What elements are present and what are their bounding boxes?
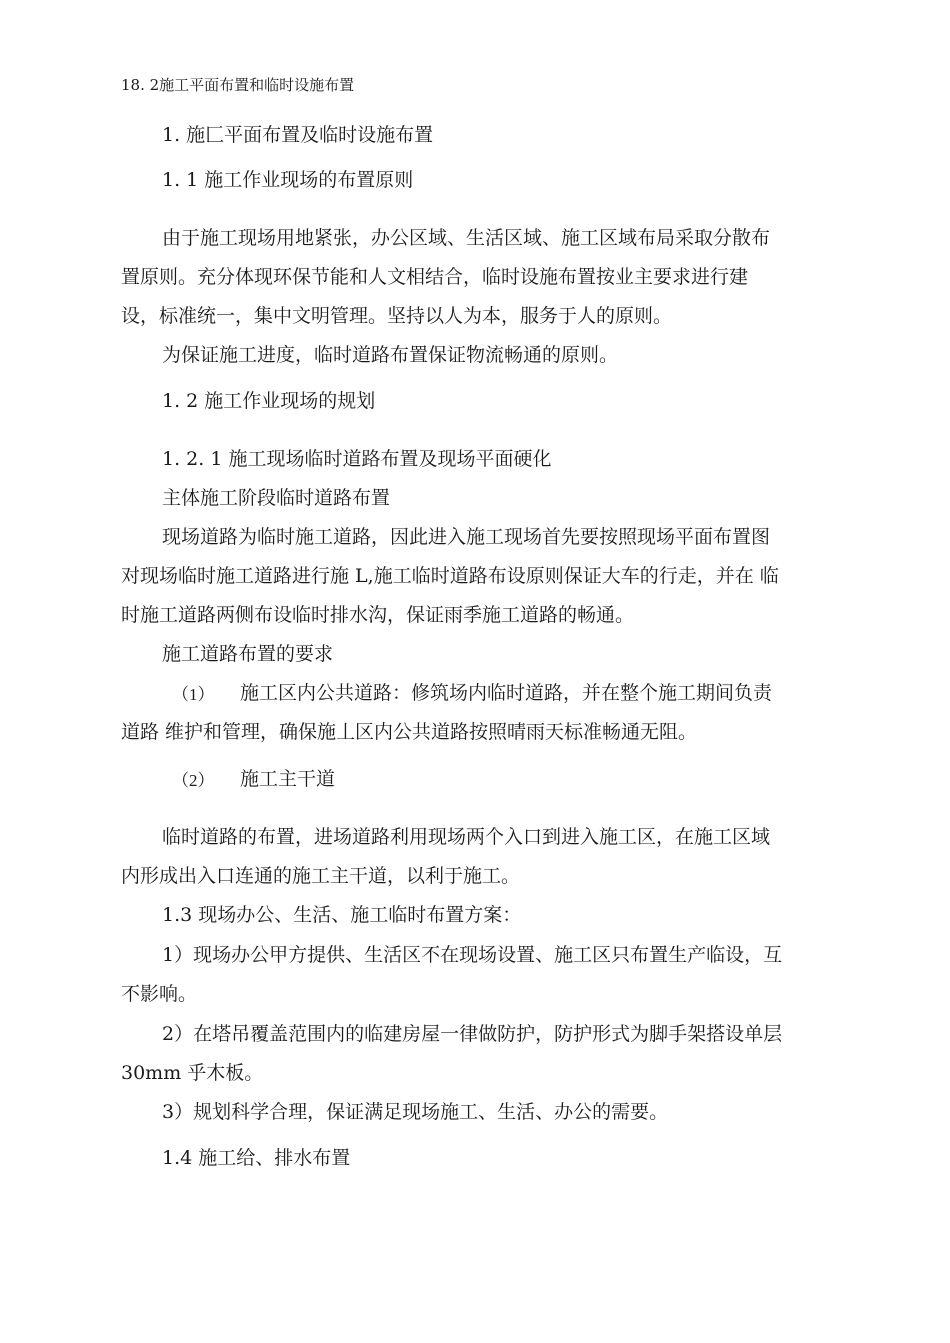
item-2-number: （2） <box>172 771 215 790</box>
paragraph-1-line-3: 设，标准统一，集中文明管理。坚持以人为本，服务于人的原则。 <box>121 305 673 327</box>
section-1-2-1-heading: 1. 2. 1 施工现场临时道路布置及现场平面硬化 <box>162 448 552 470</box>
paragraph-3-line-2: 对现场临时施工道路进行施 L,施工临时道路布设原则保证大车的行走，并在 临 <box>121 565 779 587</box>
section-1-3-heading: 1.3 现场办公、生活、施工临时布置方案： <box>162 904 522 926</box>
paragraph-4-line-1: 临时道路的布置，进场道路利用现场两个入口到进入施工区，在施工区域 <box>162 826 771 848</box>
item-1-line-1: 施工区内公共道路：修筑场内临时道路，并在整个施工期间负责 <box>240 682 773 704</box>
paragraph-3-line-3: 时施工道路两侧布设临时排水沟，保证雨季施工道路的畅通。 <box>121 604 635 626</box>
top-heading: 18. 2施工平面布置和临时设施布置 <box>121 76 355 94</box>
paragraph-1-line-2: 置原则。充分体现环保节能和人文相结合，临时设施布置按业主要求进行建 <box>121 266 749 288</box>
section-1-2-heading: 1. 2 施工作业现场的规划 <box>162 390 376 412</box>
section-1-heading: 1. 施匚平面布置及临时设施布置 <box>162 124 434 146</box>
list-item-1-line-1: 1）现场办公甲方提供、生活区不在现场设置、施工区只布置生产临设，互 <box>162 944 783 966</box>
paragraph-3-line-1: 现场道路为临时施工道路，因此进入施工现场首先要按照现场平面布置图 <box>162 526 771 548</box>
section-1-4-heading: 1.4 施工给、排水布置 <box>162 1147 351 1169</box>
list-item-3: 3）规划科学合理，保证满足现场施工、生活、办公的需要。 <box>162 1101 669 1123</box>
list-item-2-line-1: 2）在塔吊覆盖范围内的临建房屋一律做防护，防护形式为脚手架搭设单层 <box>162 1023 783 1045</box>
item-1-number: （1） <box>172 685 215 704</box>
paragraph-1-line-1: 由于施工现场用地紧张，办公区域、生活区域、施工区域布局采取分散布 <box>162 227 771 249</box>
list-item-1-line-2: 不影响。 <box>121 983 198 1005</box>
paragraph-2: 为保证施工进度，临时道路布置保证物流畅通的原则。 <box>162 344 619 366</box>
subheading-main-stage: 主体施工阶段临时道路布置 <box>162 487 391 509</box>
section-1-1-heading: 1. 1 施工作业现场的布置原则 <box>162 169 414 191</box>
item-2-text: 施工主干道 <box>240 768 336 790</box>
paragraph-4-line-2: 内形成出入口连通的施工主干道，以利于施工。 <box>121 865 521 887</box>
subheading-road-requirements: 施工道路布置的要求 <box>162 643 334 665</box>
list-item-2-line-2: 30mm 乎木板。 <box>121 1062 264 1084</box>
item-1-line-2: 道路 维护和管理，确保施丄区内公共道路按照晴雨天标准畅通无阻。 <box>121 721 698 743</box>
